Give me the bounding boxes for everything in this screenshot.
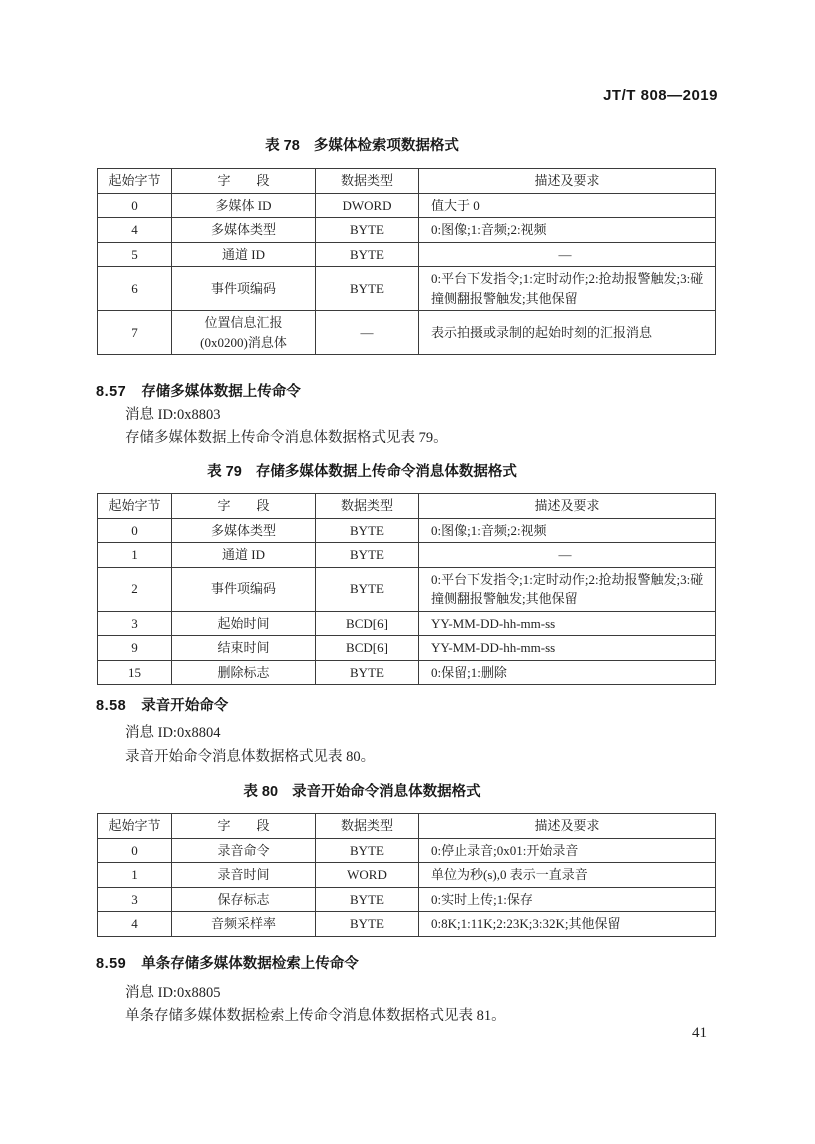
table-79-caption [97,460,627,481]
table-row [98,218,716,243]
paragraph-message-id: 消息 ID:0x8803 [125,407,221,423]
start-byte-cell: 9 [98,636,172,661]
description-cell: 0:实时上传;1:保存 [419,887,716,912]
section-number: 8.57 [96,384,127,400]
standard-code-header: JT/T 808—2019 [603,87,718,104]
column-header: 字 段 [172,814,316,839]
column-header: 描述及要求 [419,169,716,194]
table-row [98,863,716,888]
table-row [98,543,716,568]
start-byte-cell: 4 [98,218,172,243]
start-byte-cell: 1 [98,863,172,888]
data-type-cell: BYTE [316,218,419,243]
paragraph-reference: 录音开始命令消息体数据格式见表 80。 [125,749,376,765]
field-cell: 起始时间 [172,611,316,636]
table-row [98,887,716,912]
column-header: 起始字节 [98,169,172,194]
start-byte-cell: 0 [98,193,172,218]
section-number: 8.59 [96,956,127,972]
paragraph-reference: 存储多媒体数据上传命令消息体数据格式见表 79。 [125,430,448,446]
field-cell: 录音命令 [172,838,316,863]
description-cell: 0:停止录音;0x01:开始录音 [419,838,716,863]
table-caption-text: 多媒体检索项数据格式 [313,138,459,154]
table-caption-label: 表 79 [207,464,242,480]
column-header: 数据类型 [316,169,419,194]
section-heading-8-59 [96,952,359,973]
description-cell: 表示拍摄或录制的起始时刻的汇报消息 [419,311,716,355]
field-cell: 多媒体类型 [172,218,316,243]
section-number: 8.58 [96,698,127,714]
field-cell: 事件项编码 [172,267,316,311]
column-header: 字 段 [172,494,316,519]
data-type-cell: BYTE [316,567,419,611]
table-80-caption [97,780,627,801]
description-cell: 值大于 0 [419,193,716,218]
data-type-cell: DWORD [316,193,419,218]
description-cell: 0:8K;1:11K;2:23K;3:32K;其他保留 [419,912,716,937]
section-title: 录音开始命令 [141,698,229,714]
table-row [98,611,716,636]
field-cell: 通道 ID [172,242,316,267]
column-header: 数据类型 [316,814,419,839]
description-cell: YY-MM-DD-hh-mm-ss [419,636,716,661]
data-type-cell: — [316,311,419,355]
section-title: 单条存储多媒体数据检索上传命令 [141,956,359,972]
table-caption-label: 表 80 [243,784,279,800]
field-cell: 多媒体 ID [172,193,316,218]
table-row [98,518,716,543]
paragraph-message-id: 消息 ID:0x8805 [125,985,221,1001]
table-row [98,242,716,267]
table-header-row [98,814,716,839]
start-byte-cell: 3 [98,611,172,636]
table-78 [97,168,716,355]
table-row [98,838,716,863]
description-cell: 单位为秒(s),0 表示一直录音 [419,863,716,888]
column-header: 字 段 [172,169,316,194]
field-cell: 事件项编码 [172,567,316,611]
section-title: 存储多媒体数据上传命令 [141,384,301,400]
description-cell: 0:平台下发指令;1:定时动作;2:抢劫报警触发;3:碰撞侧翻报警触发;其他保留 [419,567,716,611]
description-cell: — [419,242,716,267]
table-row [98,311,716,355]
start-byte-cell: 4 [98,912,172,937]
data-type-cell: BYTE [316,242,419,267]
start-byte-cell: 3 [98,887,172,912]
data-type-cell: WORD [316,863,419,888]
table-header-row [98,169,716,194]
table-caption-text: 存储多媒体数据上传命令消息体数据格式 [255,464,517,480]
table-78-caption [97,134,627,155]
paragraph-message-id: 消息 ID:0x8804 [125,725,221,741]
description-cell: 0:图像;1:音频;2:视频 [419,218,716,243]
table-caption-text: 录音开始命令消息体数据格式 [292,784,481,800]
data-type-cell: BYTE [316,518,419,543]
page-number: 41 [692,1025,707,1041]
field-cell: 录音时间 [172,863,316,888]
table-row [98,912,716,937]
data-type-cell: BYTE [316,887,419,912]
paragraph-reference: 单条存储多媒体数据检索上传命令消息体数据格式见表 81。 [125,1008,506,1024]
field-cell: 音频采样率 [172,912,316,937]
start-byte-cell: 0 [98,518,172,543]
start-byte-cell: 5 [98,242,172,267]
table-row [98,567,716,611]
start-byte-cell: 0 [98,838,172,863]
start-byte-cell: 6 [98,267,172,311]
data-type-cell: BYTE [316,543,419,568]
column-header: 数据类型 [316,494,419,519]
data-type-cell: BCD[6] [316,636,419,661]
start-byte-cell: 7 [98,311,172,355]
data-type-cell: BYTE [316,267,419,311]
data-type-cell: BCD[6] [316,611,419,636]
table-caption-label: 表 78 [265,138,300,154]
table-79 [97,493,716,685]
start-byte-cell: 15 [98,660,172,685]
field-cell: 通道 ID [172,543,316,568]
field-cell: 位置信息汇报 (0x0200)消息体 [172,311,316,355]
column-header: 起始字节 [98,814,172,839]
field-cell: 结束时间 [172,636,316,661]
data-type-cell: BYTE [316,838,419,863]
description-cell: YY-MM-DD-hh-mm-ss [419,611,716,636]
table-80 [97,813,716,937]
field-cell: 删除标志 [172,660,316,685]
data-type-cell: BYTE [316,912,419,937]
field-cell: 多媒体类型 [172,518,316,543]
table-row [98,193,716,218]
column-header: 描述及要求 [419,814,716,839]
table-header-row [98,494,716,519]
table-row [98,660,716,685]
table-row [98,636,716,661]
section-heading-8-57 [96,380,301,401]
description-cell: 0:平台下发指令;1:定时动作;2:抢劫报警触发;3:碰撞侧翻报警触发;其他保留 [419,267,716,311]
description-cell: 0:图像;1:音频;2:视频 [419,518,716,543]
column-header: 描述及要求 [419,494,716,519]
field-cell: 保存标志 [172,887,316,912]
description-cell: — [419,543,716,568]
table-row [98,267,716,311]
data-type-cell: BYTE [316,660,419,685]
section-heading-8-58 [96,694,228,715]
start-byte-cell: 2 [98,567,172,611]
start-byte-cell: 1 [98,543,172,568]
column-header: 起始字节 [98,494,172,519]
description-cell: 0:保留;1:删除 [419,660,716,685]
